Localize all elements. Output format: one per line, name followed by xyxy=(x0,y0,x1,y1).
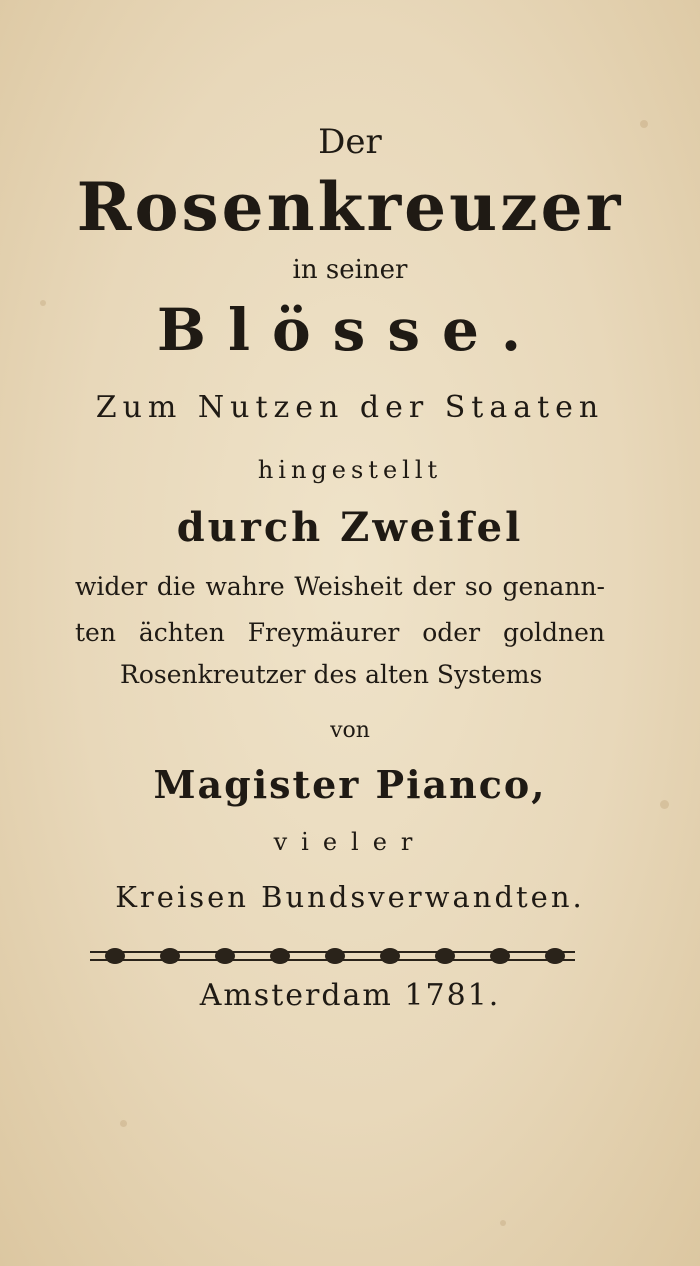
subtitle-emphasis: durch Zweifel xyxy=(176,504,524,551)
author-name: Magister Pianco, xyxy=(153,762,547,807)
title-connector: in seiner xyxy=(292,255,408,285)
author-descriptor: Kreisen Bundsverwandten. xyxy=(115,880,585,914)
printers-ornament xyxy=(90,942,575,970)
foxing-spot xyxy=(120,1120,127,1127)
main-title: Rosenkreuzer xyxy=(76,168,624,246)
description-line: ten ächten Freymäurer oder goldnen xyxy=(75,618,605,647)
foxing-spot xyxy=(500,1220,506,1226)
description-line: wider die wahre Weisheit der so genann- xyxy=(75,572,605,601)
imprint: Amsterdam 1781. xyxy=(199,978,501,1013)
subtitle-verb: hingestellt xyxy=(257,456,443,484)
description-line: Rosenkreutzer des alten Systems xyxy=(120,660,543,689)
title-article: Der xyxy=(318,122,382,162)
subtitle: Zum Nutzen der Staaten xyxy=(95,390,605,425)
title-word: Blösse. xyxy=(156,296,544,364)
author-descriptor: vieler xyxy=(273,828,427,856)
author-preposition: von xyxy=(330,718,370,743)
